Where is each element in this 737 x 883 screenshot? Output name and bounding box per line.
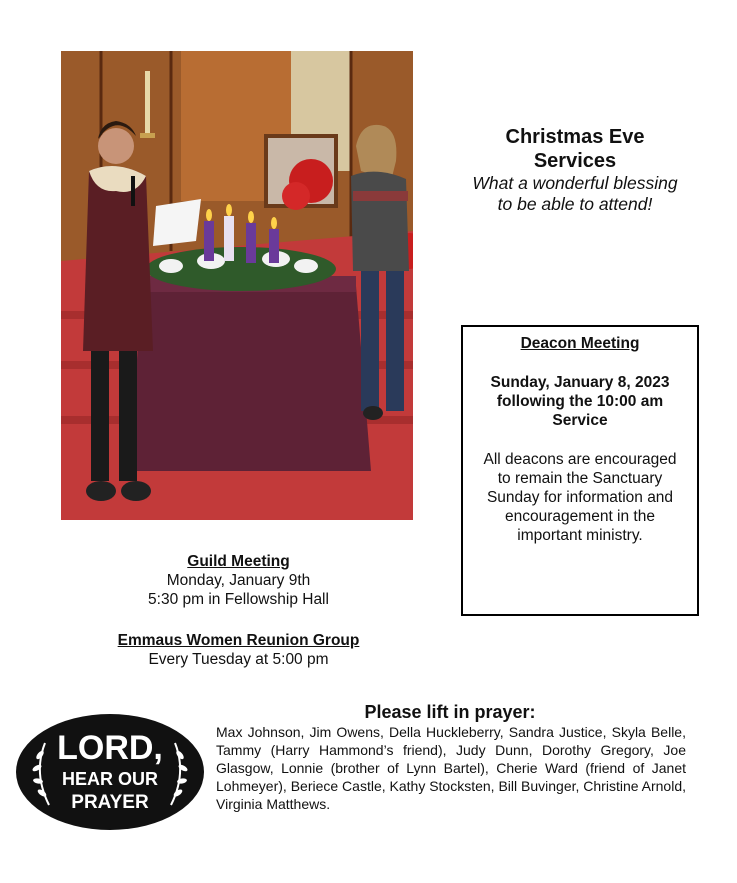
- christmas-eve-subtitle-line2: to be able to attend!: [497, 194, 653, 214]
- deacon-meeting-when: [463, 373, 697, 430]
- christmas-eve-section: [430, 125, 720, 215]
- christmas-eve-title-line2: Services: [533, 150, 617, 172]
- guild-meeting-time-place: 5:30 pm in Fellowship Hall: [148, 591, 329, 608]
- guild-meeting-title: Guild Meeting: [187, 553, 290, 570]
- christmas-eve-photo: [61, 51, 413, 520]
- deacon-meeting-date: Sunday, January 8, 2023: [490, 374, 670, 391]
- emmaus-section: [60, 631, 417, 669]
- badge-line1: LORD,: [57, 729, 163, 767]
- deacon-body-line: encouragement in the: [505, 508, 655, 525]
- christmas-eve-title-line1: Christmas Eve: [505, 126, 645, 148]
- deacon-body-line: Sunday for information and: [486, 489, 674, 506]
- prayer-list-names: Max Johnson, Jim Owens, Della Huckleberry, Sandra Justice, Skyla Belle, Tammy (Harry Hammond’s friend), Judy Dunn, Dorothy Gregory, Joe Glasgow, Lonnie (brother of Lynn Bartel), Cherie Ward (friend of Janet Lohmeyer), Beriece Castle, Kathy Stocksten, Bill Buvinger, Christine Arnold, Virginia Matthews.: [216, 724, 686, 812]
- guild-meeting-section: [60, 552, 417, 609]
- emmaus-schedule: Every Tuesday at 5:00 pm: [148, 651, 329, 668]
- prayer-list-title: Please lift in prayer:: [364, 702, 536, 722]
- deacon-body-line: to remain the Sanctuary: [497, 470, 663, 487]
- deacon-body-line: All deacons are encouraged: [483, 451, 677, 468]
- guild-meeting-date: Monday, January 9th: [166, 572, 311, 589]
- deacon-meeting-time-line1: following the 10:00 am: [496, 393, 664, 410]
- badge-line3: PRAYER: [71, 792, 149, 813]
- deacon-body-line: important ministry.: [517, 527, 643, 544]
- deacon-meeting-time-line2: Service: [552, 412, 608, 429]
- deacon-meeting-title: Deacon Meeting: [520, 335, 640, 352]
- lord-hear-our-prayer-badge: [15, 713, 205, 836]
- emmaus-title: Emmaus Women Reunion Group: [117, 632, 360, 649]
- badge-line2: HEAR OUR: [61, 769, 159, 789]
- deacon-meeting-box: [461, 325, 699, 616]
- christmas-eve-subtitle-line1: What a wonderful blessing: [472, 173, 678, 193]
- deacon-meeting-body: [463, 450, 697, 545]
